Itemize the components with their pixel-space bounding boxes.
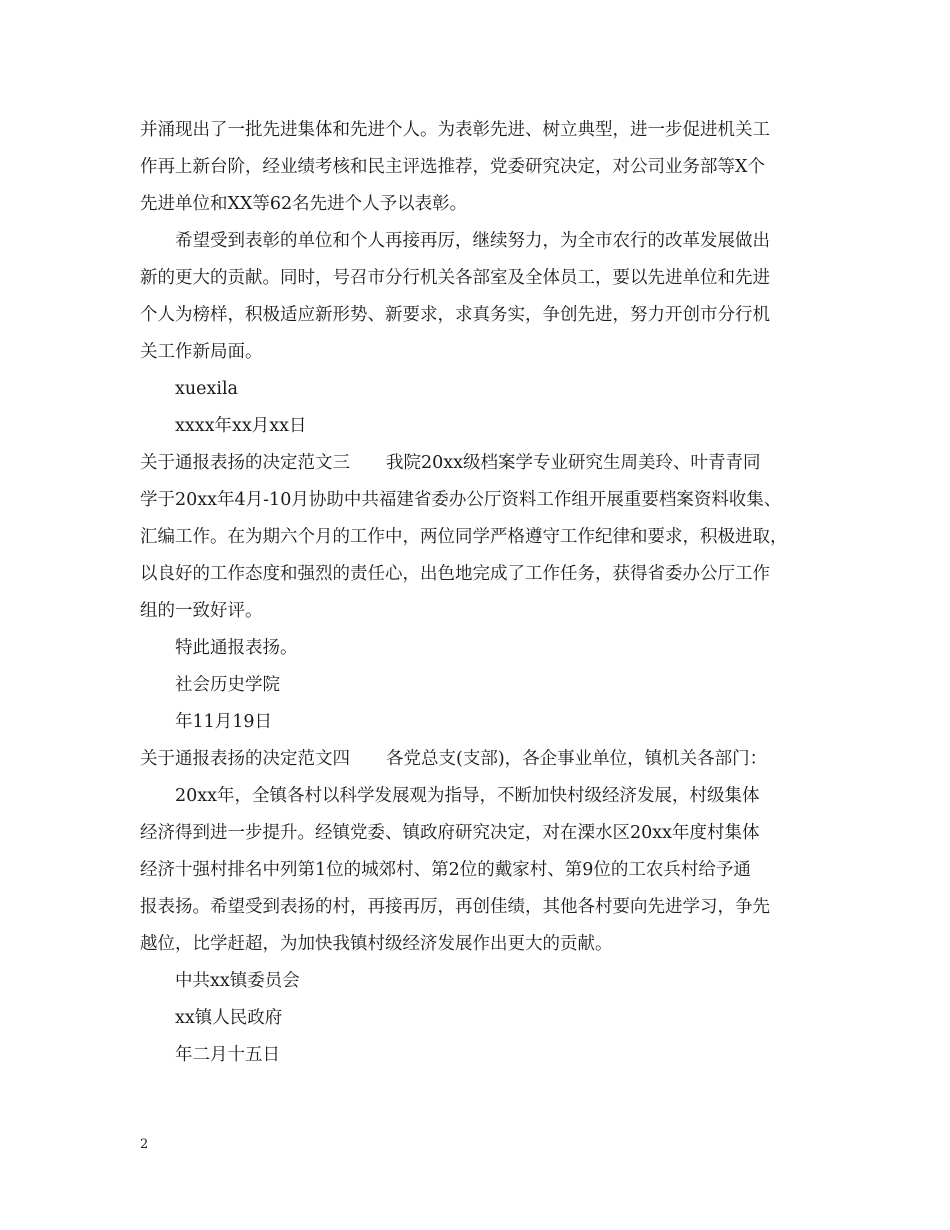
paragraph-line: 越位，比学赶超，为加快我镇村级经济发展作出更大的贡献。 [140,934,613,954]
section-heading: 关于通报表扬的决定范文三 [140,453,350,473]
paragraph-line: 作再上新台阶，经业绩考核和民主评选推荐，党委研究决定，对公司业务部等X个 [140,157,765,177]
paragraph-line: 经济得到进一步提升。经镇党委、镇政府研究决定，对在溧水区20xx年度村集体 [140,823,760,843]
paragraph-line: 特此通报表扬。 [175,638,298,658]
signature-name: 社会历史学院 [175,675,280,695]
page-number: 2 [140,1137,149,1152]
paragraph-line: 并涌现出了一批先进集体和先进个人。为表彰先进、树立典型，进一步促进机关工 [140,120,770,140]
paragraph-line: 关工作新局面。 [140,342,263,362]
signature-name: xuexila [175,379,238,399]
paragraph-line: 希望受到表彰的单位和个人再接再厉，继续努力，为全市农行的改革发展做出 [175,231,770,251]
paragraph-line: 报表扬。希望受到表扬的村，再接再厉，再创佳绩，其他各村要向先进学习，争先 [140,897,770,917]
paragraph-text: 各党总支(支部)，各企事业单位，镇机关各部门： [386,749,768,769]
heading-line [140,451,820,475]
heading-line [140,747,820,771]
signature-date: 年11月19日 [175,712,273,732]
paragraph-line: 组的一致好评。 [140,601,263,621]
paragraph-line: 汇编工作。在为期六个月的工作中，两位同学严格遵守工作纪律和要求，积极进取， [140,527,788,547]
signature-date: 年二月十五日 [175,1045,280,1065]
paragraph-line: 以良好的工作态度和强烈的责任心，出色地完成了工作任务，获得省委办公厅工作 [140,564,770,584]
section-heading: 关于通报表扬的决定范文四 [140,749,350,769]
paragraph-line: 个人为榜样，积极适应新形势、新要求，求真务实，争创先进，努力开创市分行机 [140,305,770,325]
paragraph-line: 20xx年，全镇各村以科学发展观为指导，不断加快村级经济发展，村级集体 [175,786,760,806]
paragraph-line: 学于20xx年4月-10月协助中共福建省委办公厅资料工作组开展重要档案资料收集、 [140,490,782,510]
paragraph-line: 新的更大的贡献。同时，号召市分行机关各部室及全体员工，要以先进单位和先进 [140,268,770,288]
signature-date: xxxx年xx月xx日 [175,416,307,436]
paragraph-text: 我院20xx级档案学专业研究生周美玲、叶青青同 [386,453,761,473]
paragraph-line: 先进单位和XX等62名先进个人予以表彰。 [140,194,468,214]
signature-name: 中共xx镇委员会 [175,971,300,991]
signature-name: xx镇人民政府 [175,1008,283,1028]
paragraph-line: 经济十强村排名中列第1位的城郊村、第2位的戴家村、第9位的工农兵村给予通 [140,860,751,880]
